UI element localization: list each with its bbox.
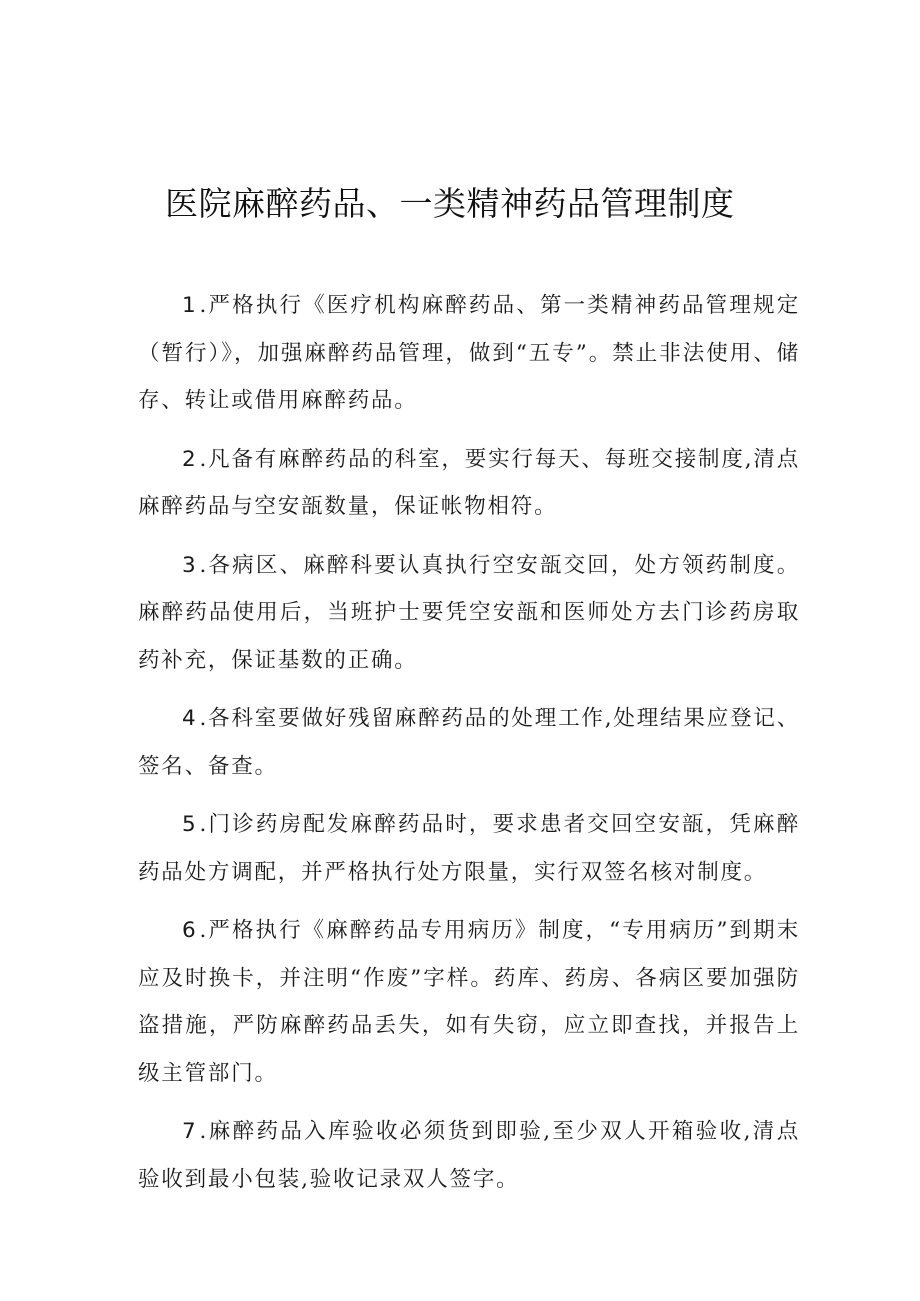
item-text: .严格执行《医疗机构麻醉药品、第一类精神药品管理规定（暂行）》，加强麻醉药品管理，做到“五专”。禁止非法使用、储存、转让或借用麻醉药品。 — [138, 293, 800, 413]
item-text: .各病区、麻醉科要认真执行空安瓿交回，处方领药制度。麻醉药品使用后，当班护士要凭空安瓿和医师处方去门诊药房取药补充，保证基数的正确。 — [138, 552, 800, 673]
regulation-item-3 — [138, 542, 800, 685]
item-number: 5 — [182, 812, 198, 837]
regulation-item-4 — [138, 695, 800, 790]
item-number: 2 — [182, 446, 198, 472]
regulation-item-6 — [138, 907, 800, 1097]
item-number: 1 — [182, 293, 198, 318]
item-text: .门诊药房配发麻醉药品时，要求患者交回空安瓿，凭麻醉药品处方调配，并严格执行处方限量，实行双签名核对制度。 — [138, 812, 800, 885]
item-number: 6 — [182, 918, 198, 943]
item-text: .麻醉药品入库验收必须货到即验,至少双人开箱验收,清点验收到最小包装,验收记录双人签字。 — [138, 1119, 800, 1192]
item-text: .严格执行《麻醉药品专用病历》制度，“专用病历”到期末应及时换卡，并注明“作废”字样。药库、药房、各病区要加强防盗措施，严防麻醉药品丢失，如有失窃，应立即查找，并报告上级主管部门。 — [138, 918, 800, 1086]
regulation-item-1 — [138, 282, 800, 425]
regulation-item-2 — [138, 436, 800, 531]
document-title: 医院麻醉药品、一类精神药品管理制度 — [165, 184, 735, 223]
document-body — [138, 282, 800, 1214]
item-text: .凡备有麻醉药品的科室，要实行每天、每班交接制度,清点麻醉药品与空安瓿数量，保证帐物相符。 — [138, 446, 800, 519]
item-text: .各科室要做好残留麻醉药品的处理工作,处理结果应登记、签名、备查。 — [138, 706, 800, 779]
item-number: 7 — [182, 1119, 198, 1144]
regulation-item-7 — [138, 1108, 800, 1203]
item-number: 3 — [182, 552, 198, 578]
regulation-item-5 — [138, 801, 800, 896]
item-number: 4 — [182, 706, 198, 731]
